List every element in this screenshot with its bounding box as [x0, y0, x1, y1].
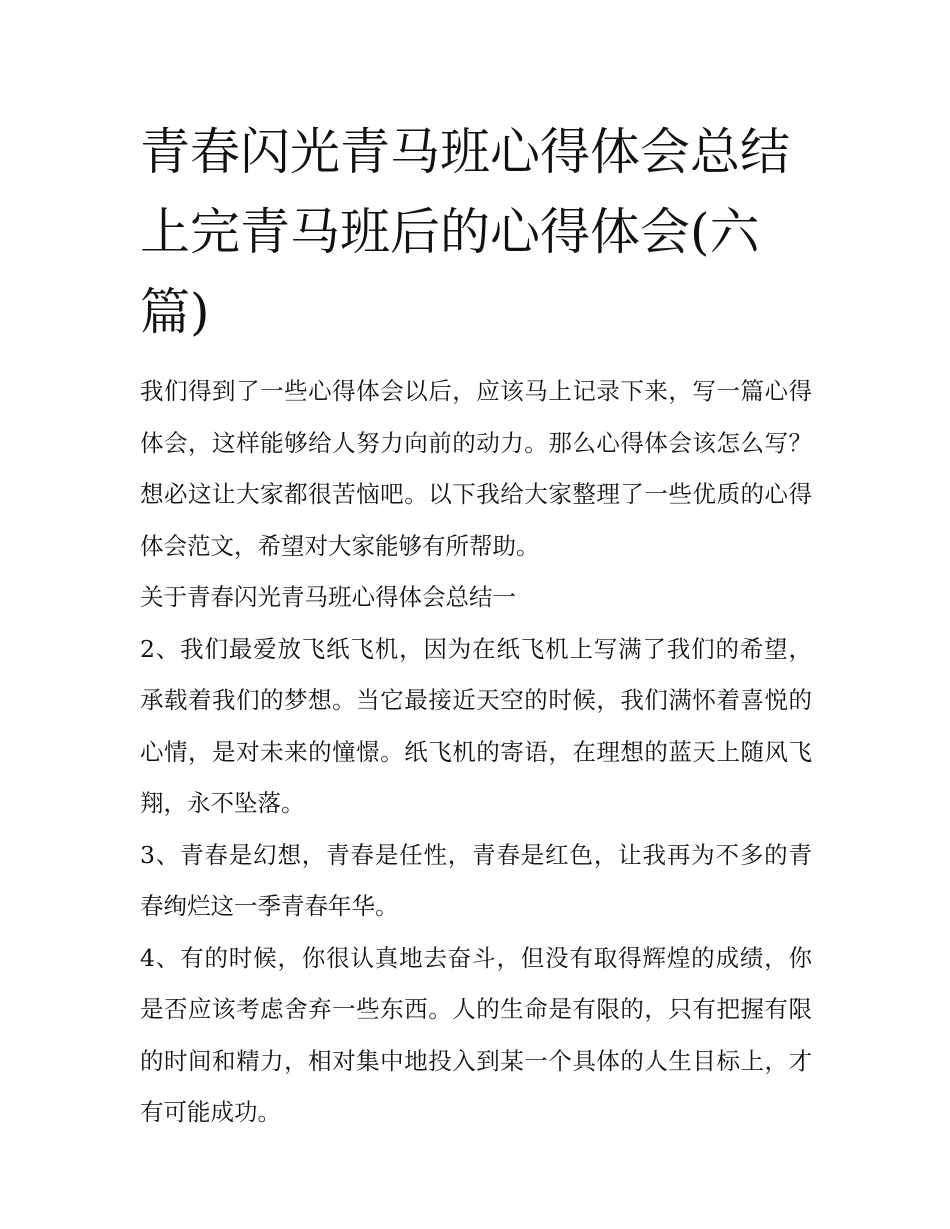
- intro-paragraph: 我们得到了一些心得体会以后，应该马上记录下来，写一篇心得体会，这样能够给人努力向前的动力。那么心得体会该怎么写？想必这让大家都很苦恼吧。以下我给大家整理了一些优质的心得体会范文，希望对大家能够有所帮助。: [140, 377, 812, 560]
- item-paragraph-2: 2、我们最爱放飞纸飞机，因为在纸飞机上写满了我们的希望，承载着我们的梦想。当它最接近天空的时候，我们满怀着喜悦的心情，是对未来的憧憬。纸飞机的寄语，在理想的蓝天上随风飞翔，永不坠落。: [140, 634, 812, 817]
- item-paragraph-4: 4、有的时候，你很认真地去奋斗，但没有取得辉煌的成绩，你是否应该考虑舍弃一些东西。人的生命是有限的，只有把握有限的时间和精力，相对集中地投入到某一个具体的人生目标上，才有可能成功。: [140, 943, 812, 1126]
- section-heading: 关于青春闪光青马班心得体会总结一: [140, 583, 516, 611]
- item-paragraph-3: 3、青春是幻想，青春是任性，青春是红色，让我再为不多的青春绚烂这一季青春年华。: [140, 840, 812, 920]
- document-title: 青春闪光青马班心得体会总结上完青马班后的心得体会(六篇): [140, 123, 790, 341]
- document-page: [140, 112, 812, 1139]
